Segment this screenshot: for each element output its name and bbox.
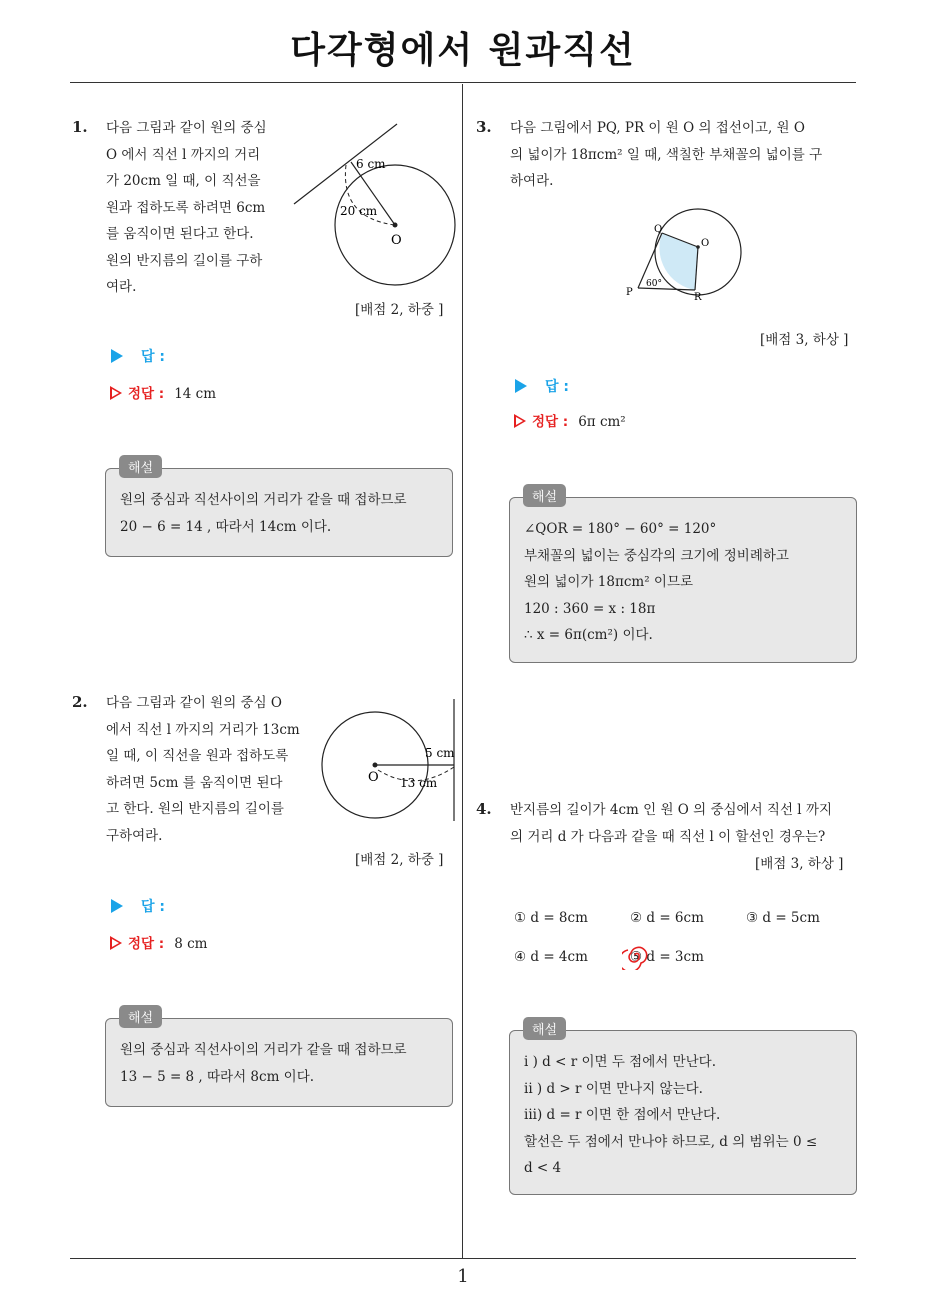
q4-choice-1[interactable]: ① d = 8cm (514, 910, 588, 926)
q1-text (106, 115, 284, 301)
answer-label-text: 답 : (141, 349, 165, 365)
q1-line: 를 움직이면 된다고 한다. (106, 226, 254, 242)
q3-label-r: R (694, 292, 702, 302)
q3-text (510, 115, 860, 195)
q1-figure (292, 118, 462, 293)
correct-label-text: 정답 : (532, 414, 569, 430)
answer-arrow-icon (111, 899, 123, 913)
bottom-rule (70, 1258, 856, 1259)
q4-expl-line: i ) d < r 이면 두 점에서 만난다. (524, 1054, 716, 1070)
q3-number: 3. (476, 118, 492, 136)
q3-correct-value: 6π cm² (578, 414, 626, 430)
q2-expl-line: 13 − 5 = 8 , 따라서 8cm 이다. (120, 1068, 315, 1085)
q4-expl-line: ii ) d > r 이면 만나지 않는다. (524, 1080, 703, 1097)
q2-correct (110, 932, 207, 952)
q1-number: 1. (72, 118, 88, 136)
q1-line: 다음 그림과 같이 원의 중심 (106, 120, 267, 136)
q4-choice-4[interactable]: ④ d = 4cm (514, 949, 588, 965)
q4-line: 반지름의 길이가 4cm 인 원 O 의 중심에서 직선 l 까지 (510, 802, 832, 818)
q2-line: 일 때, 이 직선을 원과 접하도록 (106, 748, 289, 764)
q3-line: 하여라. (510, 173, 554, 189)
page-title: 다각형에서 원과직선 (290, 30, 636, 71)
q3-explanation-tag: 해설 (523, 484, 566, 507)
q2-line: 구하여라. (106, 827, 163, 844)
q2-line: 에서 직선 l 까지의 거리가 13cm (106, 721, 300, 738)
correct-label-text: 정답 : (128, 386, 165, 402)
q3-expl-line: 원의 넓이가 18πcm² 이므로 (524, 574, 694, 590)
q1-correct-value: 14 cm (174, 386, 217, 402)
q3-center-dot (696, 245, 700, 249)
q3-explanation-box (509, 497, 857, 663)
q2-label-13cm: 13 cm (400, 776, 438, 790)
q4-explanation-tag: 해설 (523, 1017, 566, 1040)
q3-figure (618, 202, 748, 302)
q4-score: [배점 3, 하상 ] (755, 856, 844, 872)
q1-correct (110, 382, 216, 402)
q2-line: 고 한다. 원의 반지름의 길이를 (106, 801, 284, 817)
correct-arrow-icon (514, 414, 526, 428)
q3-label-o: O (701, 238, 710, 249)
q1-answer-label (111, 346, 165, 366)
q2-explanation-tag: 해설 (119, 1005, 162, 1028)
q4-selected-mark-icon (622, 940, 652, 970)
q2-correct-value: 8 cm (174, 936, 208, 952)
q4-expl-line: iii) d = r 이면 한 점에서 만난다. (524, 1107, 721, 1123)
q3-expl-line: 부채꼴의 넓이는 중심각의 크기에 정비례하고 (524, 547, 789, 564)
q3-expl-line: ∴ x = 6π(cm²) 이다. (524, 627, 653, 643)
top-rule (70, 82, 856, 83)
q2-line: 다음 그림과 같이 원의 중심 O (106, 695, 282, 711)
q1-score: [배점 2, 하중 ] (355, 302, 444, 318)
correct-arrow-icon (110, 386, 122, 400)
correct-label-text: 정답 : (128, 936, 165, 952)
q3-score: [배점 3, 하상 ] (760, 332, 849, 348)
q1-line: 가 20cm 일 때, 이 직선을 (106, 173, 261, 189)
answer-label-text: 답 : (141, 899, 165, 915)
answer-arrow-icon (515, 379, 527, 393)
correct-arrow-icon (110, 936, 122, 950)
q3-correct (514, 410, 626, 430)
q1-line: 원의 반지름의 길이를 구하 (106, 252, 263, 269)
q3-angle-label: 60° (646, 279, 662, 289)
q3-expl-line: ∠QOR = 180° − 60° = 120° (524, 521, 717, 537)
q1-label-20cm: 20 cm (340, 204, 378, 218)
page-number: 1 (457, 1266, 469, 1287)
q4-line: 의 거리 d 가 다음과 같을 때 직선 l 이 할선인 경우는? (510, 828, 826, 845)
q3-shaded-sector (659, 233, 698, 290)
q4-explanation-box (509, 1030, 857, 1195)
q1-label-o: O (391, 233, 402, 248)
q4-choice-3[interactable]: ③ d = 5cm (746, 910, 820, 926)
q2-text (106, 690, 310, 849)
q1-label-6cm: 6 cm (356, 157, 386, 171)
q3-line: 의 넓이가 18πcm² 일 때, 색칠한 부채꼴의 넓이를 구 (510, 146, 823, 163)
q1-explanation-box (105, 468, 453, 557)
answer-label-text: 답 : (545, 379, 569, 395)
q2-line: 하려면 5cm 를 움직이면 된다 (106, 774, 283, 791)
q4-expl-line: d < 4 (524, 1160, 562, 1176)
q1-line: 여라. (106, 279, 137, 295)
q4-choice-2[interactable]: ② d = 6cm (630, 910, 704, 926)
q4-text (510, 797, 860, 850)
q2-expl-line: 원의 중심과 직선사이의 거리가 같을 때 접하므로 (120, 1042, 407, 1058)
q3-label-q: Q (654, 224, 663, 235)
q1-explanation-tag: 해설 (119, 455, 162, 478)
q4-choice-5[interactable]: ⑤ d = 3cm (630, 949, 704, 965)
q2-number: 2. (72, 693, 88, 711)
q1-line: O 에서 직선 l 까지의 거리 (106, 146, 261, 163)
q2-explanation-box (105, 1018, 453, 1107)
q4-number: 4. (476, 800, 492, 818)
q4-choices (514, 910, 854, 970)
answer-arrow-icon (111, 349, 123, 363)
column-divider (462, 84, 463, 1259)
q2-answer-label (111, 896, 165, 916)
q2-label-5cm: 5 cm (425, 746, 455, 760)
q3-expl-line: 120 : 360 = x : 18π (524, 600, 656, 617)
q1-expl-line: 20 − 6 = 14 , 따라서 14cm 이다. (120, 518, 332, 535)
q2-score: [배점 2, 하중 ] (355, 852, 444, 868)
q1-line: 원과 접하도록 하려면 6cm (106, 199, 266, 216)
q3-label-p: P (626, 287, 633, 298)
q4-expl-line: 할선은 두 점에서 만나야 하므로, d 의 범위는 0 ≤ (524, 1133, 818, 1150)
q2-label-o: O (368, 770, 379, 785)
q2-figure (315, 695, 461, 825)
q3-line: 다음 그림에서 PQ, PR 이 원 O 의 접선이고, 원 O (510, 120, 805, 136)
q1-expl-line: 원의 중심과 직선사이의 거리가 같을 때 접하므로 (120, 492, 407, 508)
q3-answer-label (515, 376, 569, 396)
